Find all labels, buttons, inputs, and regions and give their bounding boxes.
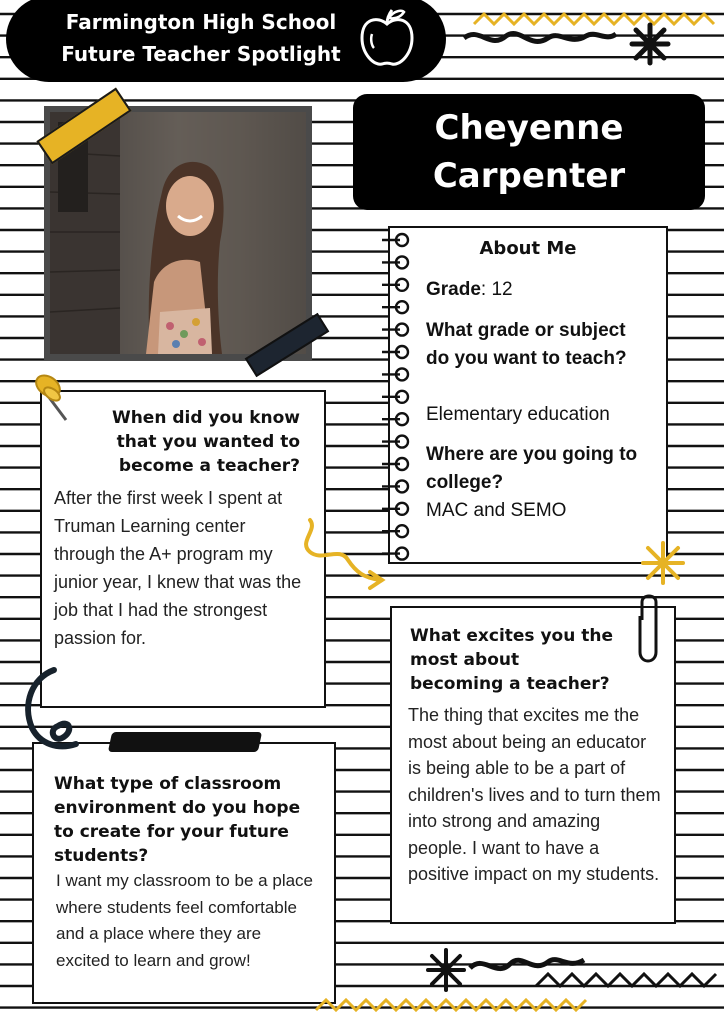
last-name: Carpenter [432, 156, 626, 196]
scribble-doodle [460, 24, 620, 54]
question-become-teacher: When did you know that you wanted to become a teacher? [111, 408, 300, 476]
question-card-become-teacher [40, 390, 326, 708]
first-name: Cheyenne [434, 108, 624, 148]
answer-become-teacher: After the first week I spent at Truman Learning center through the A+ program my junior year, I knew that was the job that I had the strongest passion for. [54, 488, 302, 648]
apple-icon [356, 6, 418, 70]
pushpin-icon [30, 368, 80, 428]
question-classroom: What type of classroom environment do you hope to create for your future students? [54, 774, 301, 866]
student-name-box [353, 94, 705, 210]
answer-classroom: I want my classroom to be a place where students feel comfortable and a place where they are excited to learn and grow! [56, 871, 314, 970]
brush-stroke [108, 732, 262, 752]
student-photo [50, 112, 306, 354]
grade-label: Grade [426, 279, 481, 300]
swirl-doodle [18, 664, 88, 758]
answer-excites: The thing that excites me the most about being an educator is being able to be a part of children's lives and to turn them into strong and amazing people. I want to have a positive impact on my students. [408, 705, 661, 884]
about-me-card [388, 226, 668, 564]
college-answer: MAC and SEMO [426, 500, 567, 521]
question-card-classroom [32, 742, 336, 1004]
header-banner [6, 0, 446, 82]
question-excites: What excites you the most about becoming a teacher? [410, 626, 614, 694]
squiggle-arrow-icon [292, 516, 392, 596]
grade-row [426, 276, 513, 304]
spotlight-title: Future Teacher Spotlight [61, 42, 341, 66]
college-question: Where are you going to college? [426, 444, 638, 493]
spiral-binding-icon [380, 228, 416, 562]
subject-answer: Elementary education [426, 404, 610, 425]
grade-value: : 12 [480, 279, 513, 300]
student-photo-frame [44, 106, 312, 360]
asterisk-doodle-icon [628, 22, 672, 66]
subject-question: What grade or subject do you want to teach? [426, 320, 627, 369]
bottom-scribble-doodle [424, 944, 724, 996]
about-me-title: About Me [479, 238, 577, 259]
bottom-zigzag-doodle [312, 994, 592, 1020]
yellow-star-doodle [640, 540, 686, 586]
paperclip-icon [634, 590, 664, 666]
school-name: Farmington High School [65, 10, 337, 34]
